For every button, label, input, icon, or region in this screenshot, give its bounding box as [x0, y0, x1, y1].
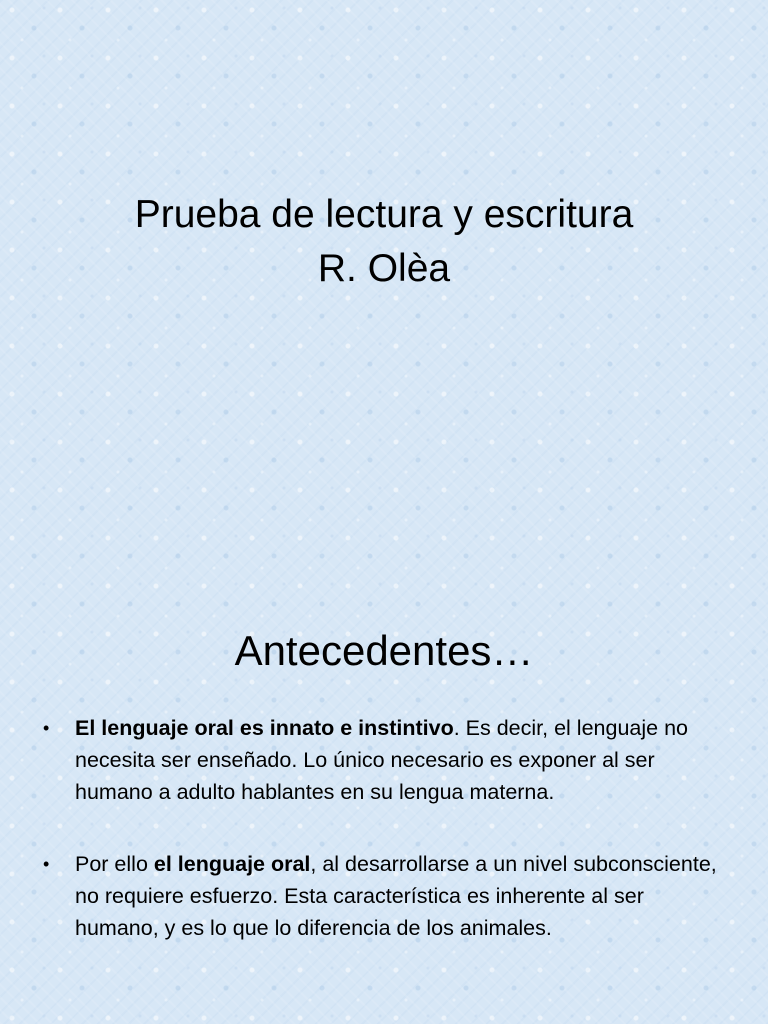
section-heading: Antecedentes…	[234, 627, 534, 674]
bullet-list	[40, 712, 730, 984]
slide-title-line-2: R. Olèa	[317, 247, 451, 290]
bullet-2-text: , al desarrollarse a un nivel subconsciente, no requiere esfuerzo. Esta característica es inherente al ser humano, y es lo que lo diferencia de los animales.	[75, 852, 717, 940]
bullet-2-bold-text: el lenguaje oral	[153, 852, 311, 876]
bullet-icon: •	[43, 854, 50, 874]
bullet-item-1	[40, 712, 730, 808]
bullet-icon: •	[43, 718, 50, 738]
content-slide	[0, 512, 768, 1024]
bullet-2-lead-text: Por ello	[75, 852, 154, 876]
slide-title-line-1: Prueba de lectura y escritura	[134, 193, 634, 236]
bullet-1-text: . Es decir, el lenguaje no necesita ser enseñado. Lo único necesario es exponer al ser humano a adulto hablantes en su lengua materna.	[75, 716, 688, 804]
slide-title	[0, 188, 768, 296]
bullet-item-2	[40, 848, 730, 944]
bullet-1-bold-text: El lenguaje oral es innato e instintivo	[75, 716, 454, 740]
